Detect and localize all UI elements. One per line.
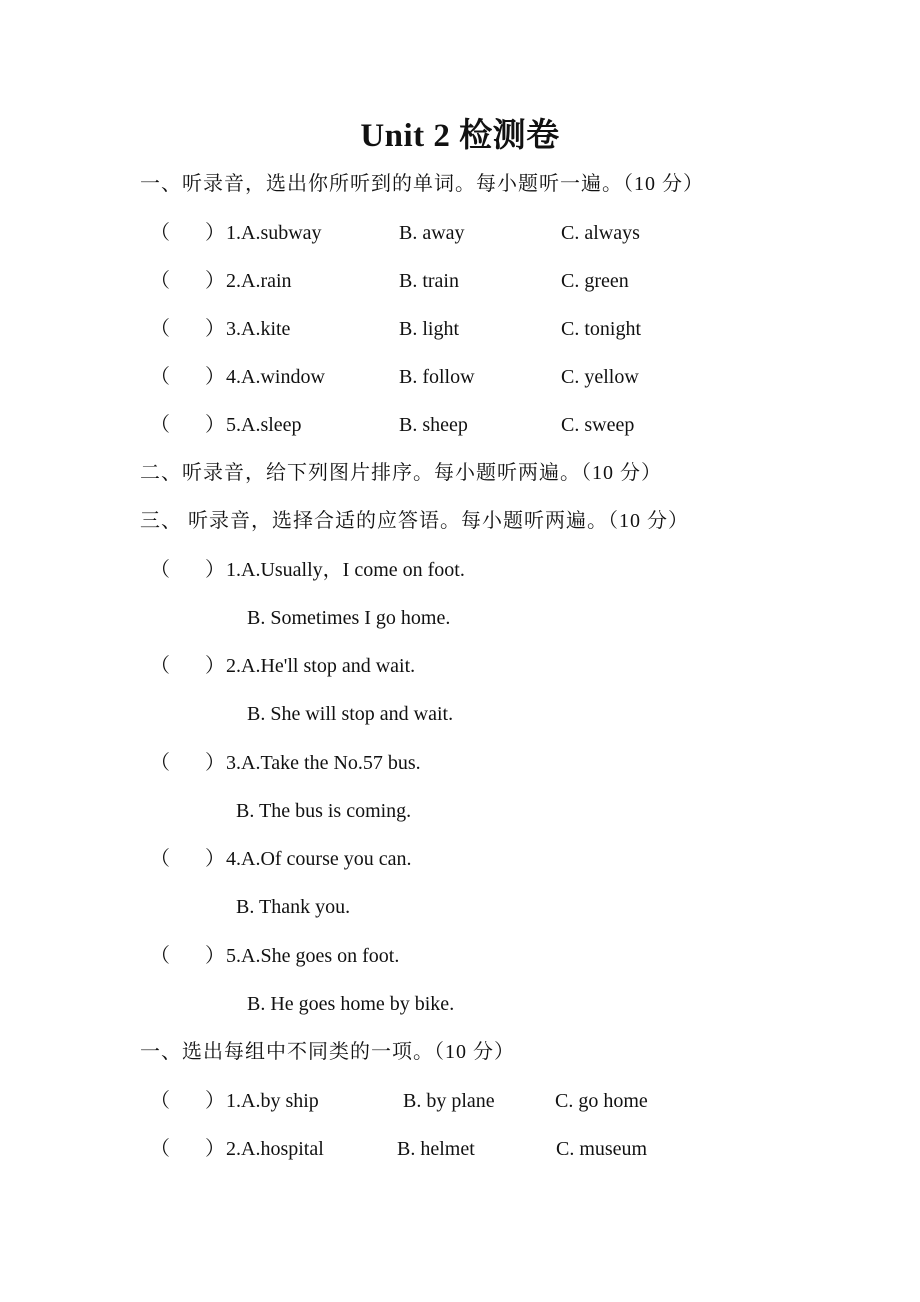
- section-heading-listening-words: 一、听录音，选出你所听到的单词。每小题听一遍。（10 分）: [140, 173, 704, 195]
- question-row: [0, 219, 920, 247]
- option-c: C. yellow: [561, 366, 639, 388]
- answer-bracket-close: ）: [205, 414, 225, 436]
- answer-bracket-open: （: [150, 366, 170, 388]
- answer-bracket-open: （: [150, 752, 170, 774]
- question-number: 1.: [226, 1090, 241, 1112]
- answer-bracket-close: ）: [205, 1138, 225, 1160]
- option-c: C. sweep: [561, 414, 635, 436]
- section-heading-responses: 三、 听录音，选择合适的应答语。每小题听两遍。（10 分）: [140, 510, 689, 532]
- answer-bracket-close: ）: [205, 270, 225, 292]
- answer-bracket-open: （: [150, 318, 170, 340]
- option-b-row: [0, 797, 920, 825]
- question-row: [0, 652, 920, 680]
- question-row: [0, 942, 920, 970]
- question-number: 3.: [226, 752, 241, 774]
- option-c: C. green: [561, 270, 629, 292]
- question-number: 4.: [226, 848, 241, 870]
- question-row: [0, 267, 920, 295]
- option-a: A.subway: [241, 222, 322, 244]
- answer-bracket-close: ）: [205, 366, 225, 388]
- option-a: A.Usually，I come on foot.: [241, 559, 465, 581]
- section-heading-odd-one-out: 一、选出每组中不同类的一项。（10 分）: [140, 1041, 515, 1063]
- question-row: [0, 411, 920, 439]
- option-b: B. Sometimes I go home.: [247, 607, 451, 629]
- answer-bracket-open: （: [150, 270, 170, 292]
- option-a: A.window: [241, 366, 325, 388]
- answer-bracket-close: ）: [205, 1090, 225, 1112]
- page-title: Unit 2 检测卷: [360, 118, 560, 154]
- option-a: A.by ship: [241, 1090, 319, 1112]
- option-a: A.Take the No.57 bus.: [241, 752, 421, 774]
- question-row: [0, 1087, 920, 1115]
- answer-bracket-close: ）: [205, 752, 225, 774]
- option-b: B. follow: [399, 366, 475, 388]
- question-number: 5.: [226, 414, 241, 436]
- question-number: 3.: [226, 318, 241, 340]
- option-b: B. She will stop and wait.: [247, 703, 454, 725]
- option-b: B. light: [399, 318, 460, 340]
- question-number: 4.: [226, 366, 241, 388]
- answer-bracket-open: （: [150, 414, 170, 436]
- answer-bracket-open: （: [150, 222, 170, 244]
- question-row: [0, 363, 920, 391]
- option-b-row: [0, 604, 920, 632]
- question-number: 2.: [226, 1138, 241, 1160]
- answer-bracket-close: ）: [205, 559, 225, 581]
- option-a: A.She goes on foot.: [241, 945, 400, 967]
- option-b: B. helmet: [397, 1138, 475, 1160]
- option-b: B. sheep: [399, 414, 468, 436]
- question-number: 1.: [226, 222, 241, 244]
- option-b-row: [0, 893, 920, 921]
- option-a: A.kite: [241, 318, 291, 340]
- question-row: [0, 556, 920, 584]
- option-a: A.He'll stop and wait.: [241, 655, 416, 677]
- answer-bracket-close: ）: [205, 848, 225, 870]
- question-number: 2.: [226, 655, 241, 677]
- answer-bracket-open: （: [150, 945, 170, 967]
- section-heading-picture-order: 二、听录音，给下列图片排序。每小题听两遍。（10 分）: [140, 462, 662, 484]
- option-b-row: [0, 700, 920, 728]
- question-row: [0, 1135, 920, 1163]
- option-b: B. The bus is coming.: [236, 800, 412, 822]
- option-b: B. Thank you.: [236, 896, 351, 918]
- answer-bracket-open: （: [150, 1090, 170, 1112]
- question-row: [0, 845, 920, 873]
- option-a: A.hospital: [241, 1138, 324, 1160]
- question-number: 1.: [226, 559, 241, 581]
- option-b: B. by plane: [403, 1090, 495, 1112]
- option-b-row: [0, 990, 920, 1018]
- option-b: B. away: [399, 222, 465, 244]
- answer-bracket-open: （: [150, 559, 170, 581]
- option-a: A.sleep: [241, 414, 302, 436]
- answer-bracket-close: ）: [205, 222, 225, 244]
- option-a: A.Of course you can.: [241, 848, 412, 870]
- answer-bracket-close: ）: [205, 945, 225, 967]
- option-b: B. He goes home by bike.: [247, 993, 455, 1015]
- question-row: [0, 749, 920, 777]
- answer-bracket-close: ）: [205, 318, 225, 340]
- option-c: C. always: [561, 222, 640, 244]
- question-number: 5.: [226, 945, 241, 967]
- answer-bracket-open: （: [150, 848, 170, 870]
- question-row: [0, 315, 920, 343]
- option-b: B. train: [399, 270, 459, 292]
- option-c: C. go home: [555, 1090, 648, 1112]
- option-c: C. tonight: [561, 318, 642, 340]
- option-a: A.rain: [241, 270, 292, 292]
- answer-bracket-open: （: [150, 655, 170, 677]
- answer-bracket-open: （: [150, 1138, 170, 1160]
- question-number: 2.: [226, 270, 241, 292]
- option-c: C. museum: [556, 1138, 648, 1160]
- answer-bracket-close: ）: [205, 655, 225, 677]
